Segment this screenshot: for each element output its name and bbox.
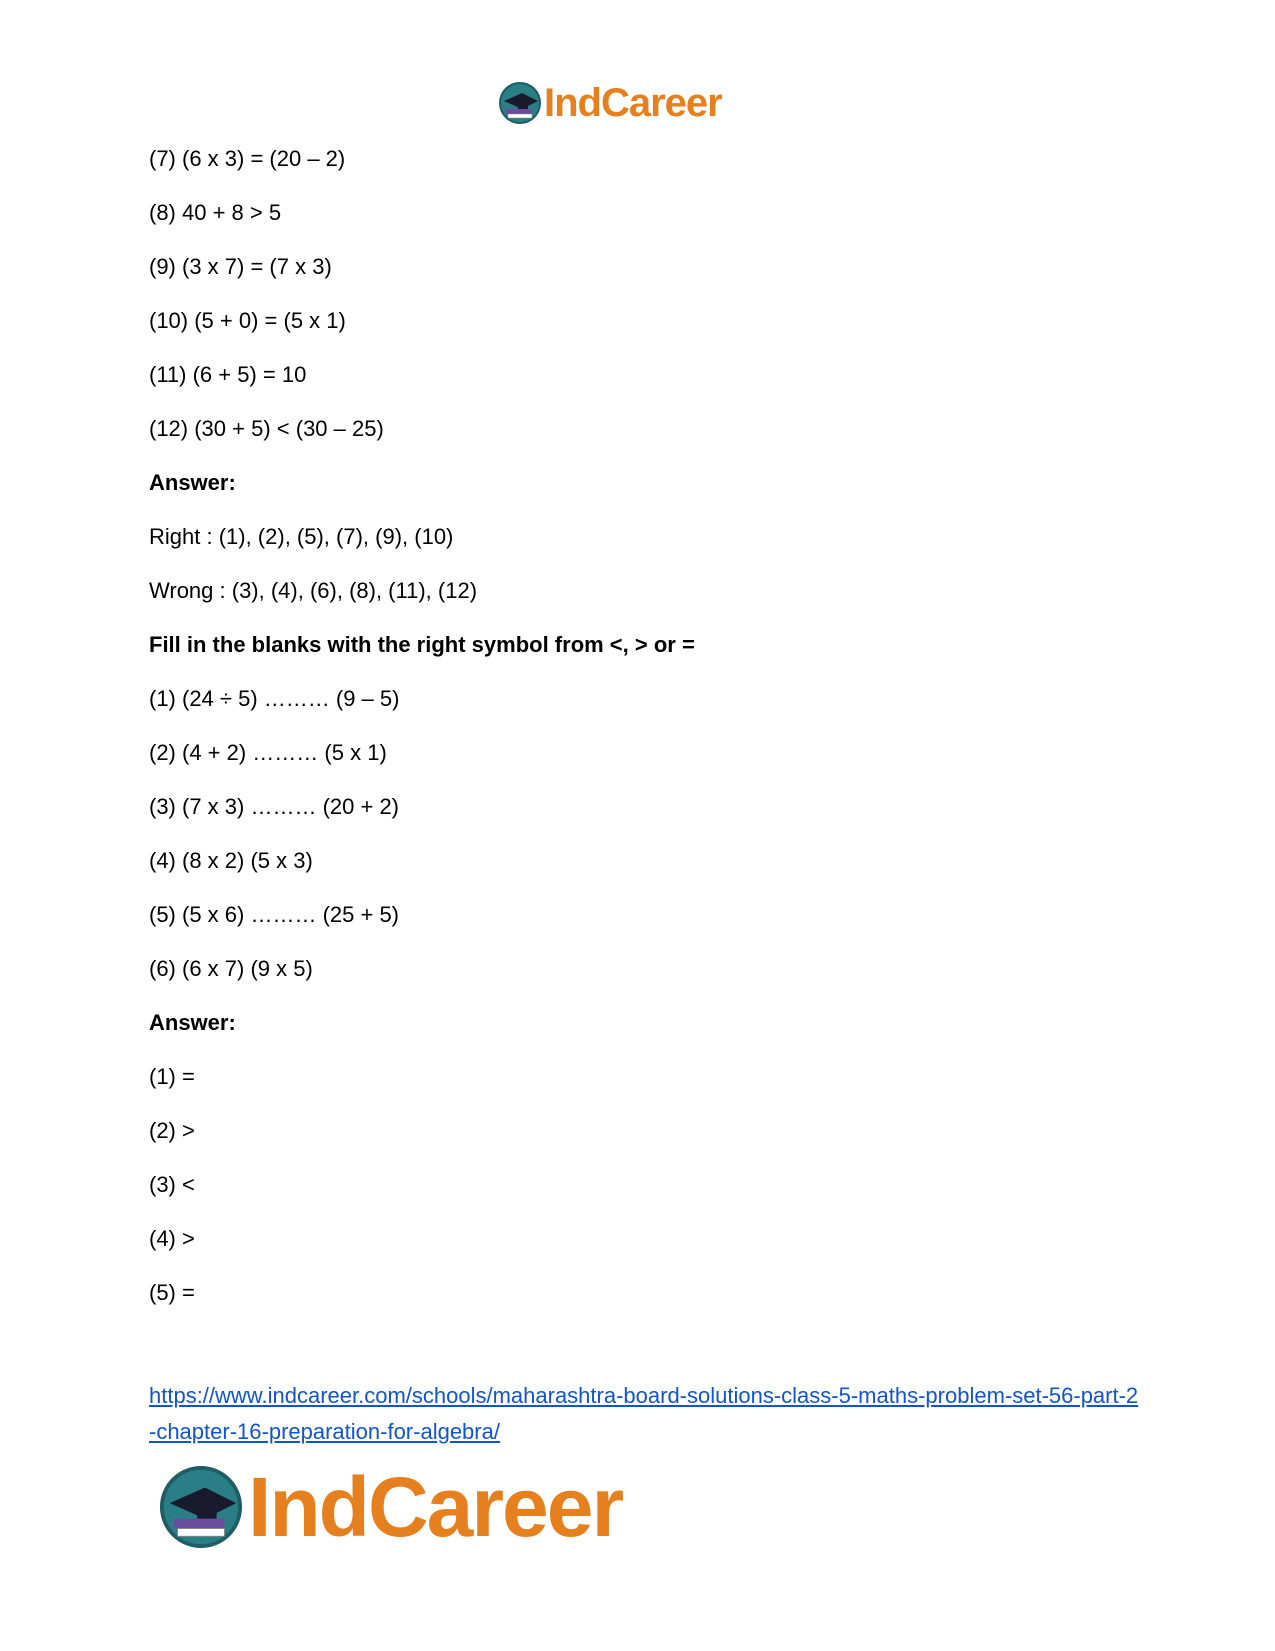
footer-logo: [158, 1459, 623, 1554]
question-line: (4) (8 x 2) (5 x 3): [149, 848, 313, 873]
statement-line: (9) (3 x 7) = (7 x 3): [149, 254, 332, 279]
answer-right-line: Right : (1), (2), (5), (7), (9), (10): [149, 524, 454, 549]
logo-emblem-icon: [498, 81, 542, 125]
logo-emblem-icon: [158, 1464, 244, 1550]
section-heading: Fill in the blanks with the right symbol from <, > or =: [149, 632, 695, 657]
answer-heading: Answer:: [149, 1010, 236, 1035]
question-line: (3) (7 x 3) ……… (20 + 2): [149, 794, 400, 819]
question-line: (6) (6 x 7) (9 x 5): [149, 956, 313, 981]
statement-line: (7) (6 x 3) = (20 – 2): [149, 146, 346, 171]
answer-line: (3) <: [149, 1172, 195, 1197]
question-line: (1) (24 ÷ 5) ……… (9 – 5): [149, 686, 400, 711]
header-logo: [498, 80, 722, 126]
answer-line: (1) =: [149, 1064, 195, 1089]
answer-wrong-line: Wrong : (3), (4), (6), (8), (11), (12): [149, 578, 478, 603]
answer-line: (2) >: [149, 1118, 195, 1143]
logo-wordmark: IndCareer: [544, 80, 722, 125]
statement-line: (8) 40 + 8 > 5: [149, 200, 282, 225]
question-line: (5) (5 x 6) ……… (25 + 5): [149, 902, 400, 927]
statement-line: (10) (5 + 0) = (5 x 1): [149, 308, 346, 333]
answer-line: (4) >: [149, 1226, 195, 1251]
source-link[interactable]: https://www.indcareer.com/schools/maharashtra-board-solutions-class-5-maths-problem-set-56-part-2-chapter-16-preparation-for-algebra/: [149, 1383, 1139, 1444]
statement-line: (11) (6 + 5) = 10: [149, 362, 307, 387]
answer-line: (5) =: [149, 1280, 195, 1305]
question-line: (2) (4 + 2) ……… (5 x 1): [149, 740, 387, 765]
statement-line: (12) (30 + 5) < (30 – 25): [149, 416, 384, 441]
answer-heading: Answer:: [149, 470, 236, 495]
logo-wordmark: IndCareer: [248, 1459, 623, 1554]
